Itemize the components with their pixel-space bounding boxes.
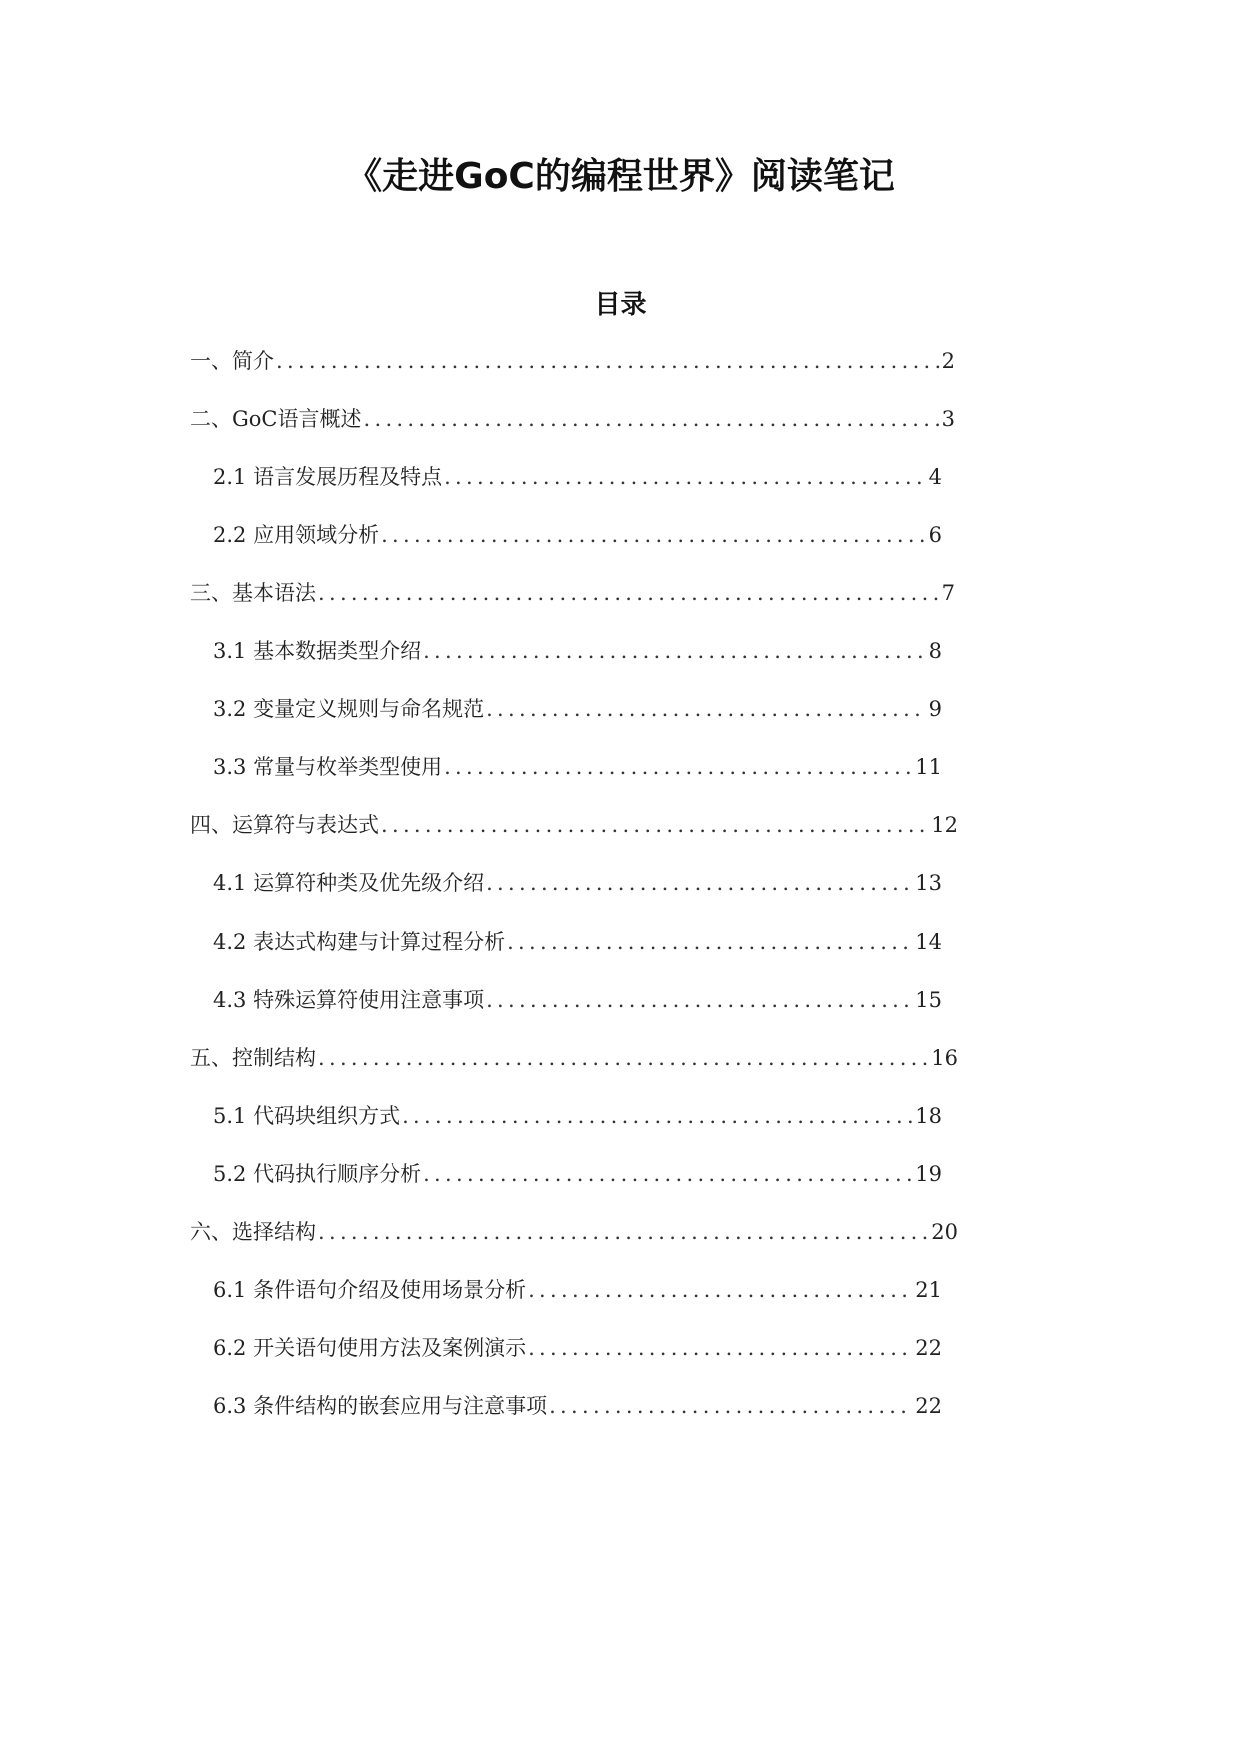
toc-entry-page-number: 13 — [915, 871, 942, 896]
toc-dot-leader — [276, 346, 940, 376]
toc-entry[interactable] — [213, 752, 942, 782]
toc-entry[interactable] — [213, 985, 942, 1015]
toc-entry-label: 二、GoC语言概述 — [190, 407, 362, 432]
toc-entry[interactable] — [213, 636, 942, 666]
toc-entry-page-number: 4 — [928, 465, 942, 490]
toc-dot-leader — [444, 752, 913, 782]
toc-entry[interactable] — [190, 810, 958, 840]
toc-entry[interactable] — [213, 1159, 942, 1189]
toc-dot-leader — [318, 578, 940, 608]
toc-entry-label: 5.2 代码执行顺序分析 — [213, 1161, 422, 1186]
toc-entry[interactable] — [213, 694, 942, 724]
toc-entry-label: 4.2 表达式构建与计算过程分析 — [213, 929, 506, 954]
toc-dot-leader — [364, 404, 940, 434]
toc-entry-page-number: 11 — [915, 755, 942, 780]
toc-entry-page-number: 15 — [915, 987, 942, 1012]
toc-entry[interactable] — [213, 1101, 942, 1131]
toc-entry-label: 一、简介 — [190, 349, 274, 373]
toc-entry-page-number: 22 — [915, 1335, 942, 1360]
toc-entry-label: 4.3 特殊运算符使用注意事项 — [213, 987, 485, 1012]
toc-dot-leader — [486, 694, 927, 724]
toc-entry[interactable] — [190, 404, 955, 434]
toc-entry-label: 2.2 应用领域分析 — [213, 523, 380, 548]
toc-entry-page-number: 22 — [915, 1393, 942, 1418]
toc-heading: 目录 — [594, 290, 647, 320]
toc-entry-page-number: 3 — [941, 407, 955, 432]
toc-dot-leader — [486, 985, 913, 1015]
toc-dot-leader — [381, 810, 929, 840]
toc-dot-leader — [507, 927, 913, 957]
toc-entry-page-number: 20 — [931, 1219, 958, 1244]
toc-entry-label: 3.3 常量与枚举类型使用 — [213, 755, 443, 780]
toc-entry-page-number: 18 — [915, 1103, 942, 1128]
toc-dot-leader — [549, 1391, 913, 1421]
toc-entry[interactable] — [190, 1043, 958, 1073]
toc-entry[interactable] — [213, 1275, 942, 1305]
toc-dot-leader — [528, 1275, 913, 1305]
toc-entry-page-number: 9 — [928, 697, 942, 722]
document-title: 《走进GoC的编程世界》阅读笔记 — [346, 156, 895, 197]
toc-entry[interactable] — [213, 1333, 942, 1363]
toc-entry[interactable] — [213, 1391, 942, 1421]
toc-entry[interactable] — [213, 520, 942, 550]
toc-entry-page-number: 19 — [915, 1161, 942, 1186]
toc-entry-label: 2.1 语言发展历程及特点 — [213, 465, 443, 490]
toc-entry[interactable] — [213, 927, 942, 957]
toc-entry-page-number: 7 — [941, 581, 955, 606]
toc-entry-label: 六、选择结构 — [190, 1219, 316, 1244]
toc-entry-label: 三、基本语法 — [190, 581, 316, 606]
toc-entry-page-number: 21 — [915, 1277, 942, 1302]
toc-entry-page-number: 16 — [931, 1045, 958, 1070]
toc-entry[interactable] — [190, 1217, 958, 1247]
toc-entry[interactable] — [190, 578, 955, 608]
toc-dot-leader — [423, 636, 927, 666]
toc-entry-page-number: 14 — [915, 929, 942, 954]
toc-dot-leader — [444, 462, 927, 492]
toc-dot-leader — [486, 868, 913, 898]
toc-dot-leader — [381, 520, 927, 550]
toc-entry[interactable] — [190, 346, 955, 376]
toc-entry-page-number: 6 — [928, 523, 942, 548]
toc-dot-leader — [318, 1043, 929, 1073]
toc-dot-leader — [318, 1217, 929, 1247]
toc-entry-label: 6.3 条件结构的嵌套应用与注意事项 — [213, 1393, 548, 1418]
toc-entry-label: 五、控制结构 — [190, 1045, 316, 1070]
toc-dot-leader — [423, 1159, 913, 1189]
toc-entry-label: 4.1 运算符种类及优先级介绍 — [213, 871, 485, 896]
toc-entry-page-number: 8 — [928, 639, 942, 664]
toc-entry-page-number: 12 — [931, 813, 958, 838]
toc-entry[interactable] — [213, 462, 942, 492]
toc-dot-leader — [528, 1333, 913, 1363]
toc-entry-label: 6.2 开关语句使用方法及案例演示 — [213, 1335, 527, 1360]
toc-entry-label: 四、运算符与表达式 — [190, 813, 379, 838]
toc-entry-page-number: 2 — [941, 349, 955, 373]
toc-entry-label: 5.1 代码块组织方式 — [213, 1103, 401, 1128]
toc-entry-label: 6.1 条件语句介绍及使用场景分析 — [213, 1277, 527, 1302]
toc-entry[interactable] — [213, 868, 942, 898]
toc-entry-label: 3.1 基本数据类型介绍 — [213, 639, 422, 664]
toc-entry-label: 3.2 变量定义规则与命名规范 — [213, 697, 485, 722]
toc-dot-leader — [402, 1101, 913, 1131]
